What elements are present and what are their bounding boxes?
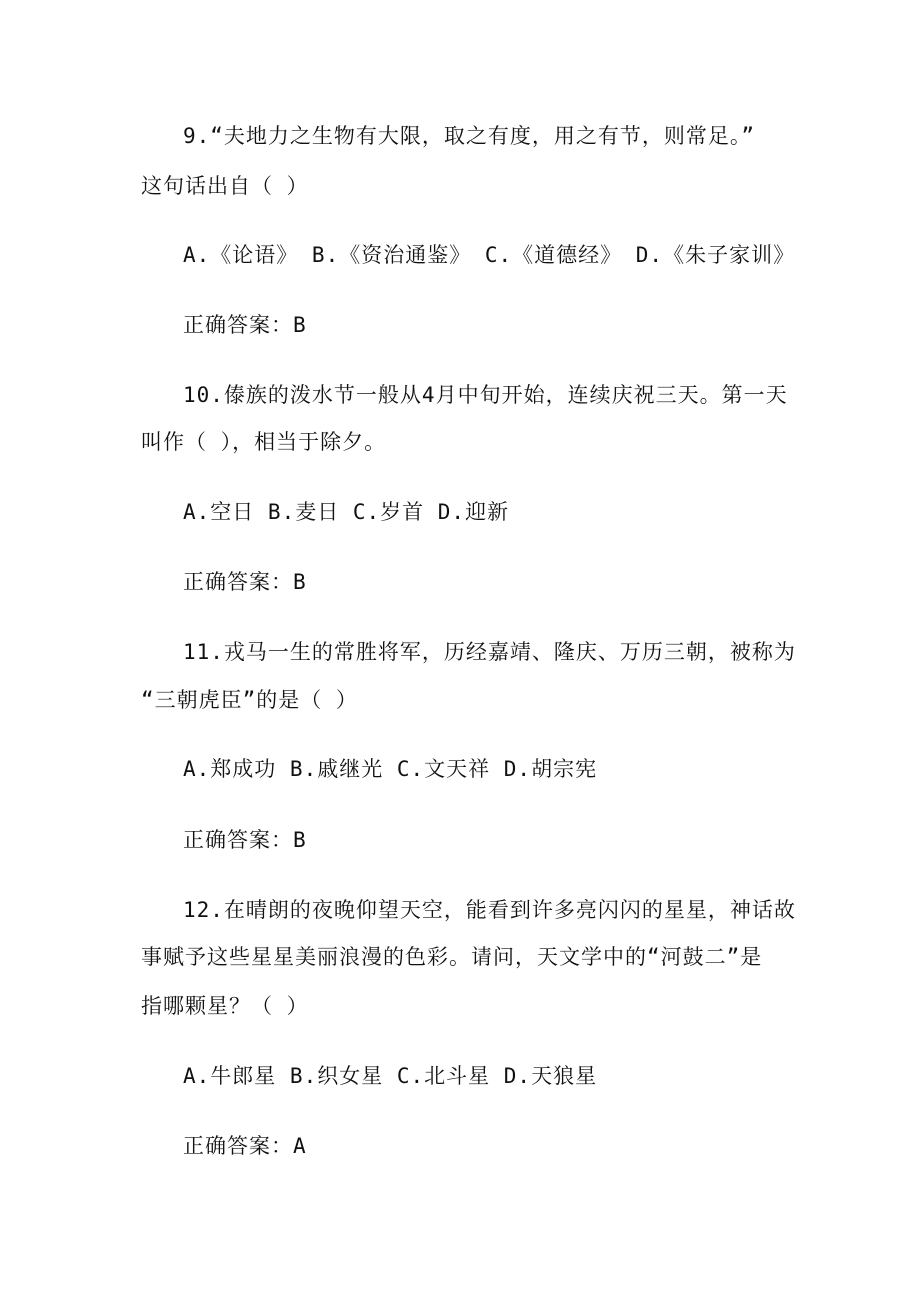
- question-12-stem-line3: 指哪颗星？（ ）: [141, 994, 309, 1018]
- question-11-stem-line1: 11.戎马一生的常胜将军，历经嘉靖、隆庆、万历三朝，被称为: [183, 640, 796, 664]
- question-9-answer: 正确答案：B: [183, 313, 307, 337]
- question-11-stem-line2: “三朝虎臣”的是（ ）: [141, 688, 358, 712]
- question-11-answer: 正确答案：B: [183, 828, 307, 852]
- question-12-stem-line1: 12.在晴朗的夜晚仰望天空，能看到许多亮闪闪的星星，神话故: [183, 898, 796, 922]
- question-9-stem-line1: 9.“夫地力之生物有大限，取之有度，用之有节，则常足。”: [183, 124, 756, 148]
- question-10-stem-line2: 叫作（ ），相当于除夕。: [141, 430, 387, 454]
- question-12-answer: 正确答案：A: [183, 1134, 307, 1158]
- question-12-stem-line2: 事赋予这些星星美丽浪漫的色彩。请问，天文学中的“河鼓二”是: [141, 945, 763, 969]
- question-10-answer: 正确答案：B: [183, 570, 307, 594]
- question-10-options: A.空日 B.麦日 C.岁首 D.迎新: [183, 500, 510, 524]
- question-10-stem-line1: 10.傣族的泼水节一般从4月中旬开始，连续庆祝三天。第一天: [183, 383, 788, 407]
- question-12-options: A.牛郎星 B.织女星 C.北斗星 D.天狼星: [183, 1064, 598, 1088]
- question-9-stem-line2: 这句话出自（ ）: [141, 174, 309, 198]
- question-9-options: A.《论语》 B.《资治通鉴》 C.《道德经》 D.《朱子家训》: [183, 243, 796, 267]
- question-11-options: A.郑成功 B.戚继光 C.文天祥 D.胡宗宪: [183, 757, 598, 781]
